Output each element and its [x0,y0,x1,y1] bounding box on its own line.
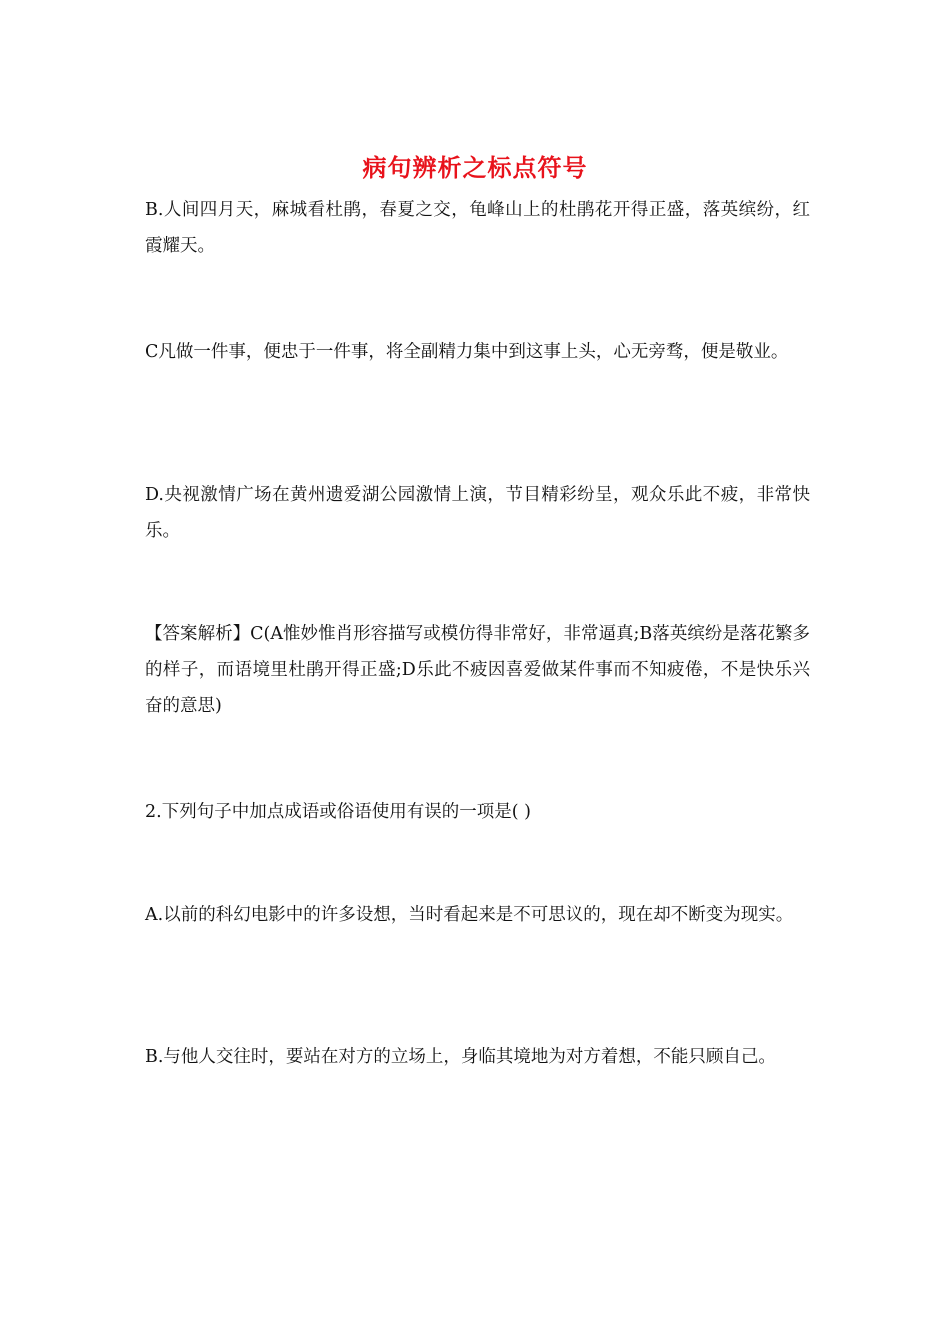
paragraph-option-d-1: D.央视激情广场在黄州遗爱湖公园激情上演，节目精彩纷呈，观众乐此不疲，非常快乐。 [145,485,810,541]
document-title: 病句辨析之标点符号 [362,153,588,182]
paragraph-question-2: 2.下列句子中加点成语或俗语使用有误的一项是( ) [145,802,531,822]
paragraph-option-b-2: B.与他人交往时，要站在对方的立场上，身临其境地为对方着想，不能只顾自己。 [145,1047,776,1067]
paragraph-option-b-1: B.人间四月天，麻城看杜鹃，春夏之交，龟峰山上的杜鹃花开得正盛，落英缤纷，红霞耀天。 [145,200,810,256]
paragraph-answer-analysis: 【答案解析】C(A惟妙惟肖形容描写或模仿得非常好，非常逼真;B落英缤纷是落花繁多的样子，而语境里杜鹃开得正盛;D乐此不疲因喜爱做某件事而不知疲倦，不是快乐兴奋的意思) [145,624,810,716]
paragraph-option-c-1: C凡做一件事，便忠于一件事，将全副精力集中到这事上头，心无旁骛，便是敬业。 [145,342,789,362]
paragraph-option-a-2: A.以前的科幻电影中的许多设想，当时看起来是不可思议的，现在却不断变为现实。 [145,905,794,925]
